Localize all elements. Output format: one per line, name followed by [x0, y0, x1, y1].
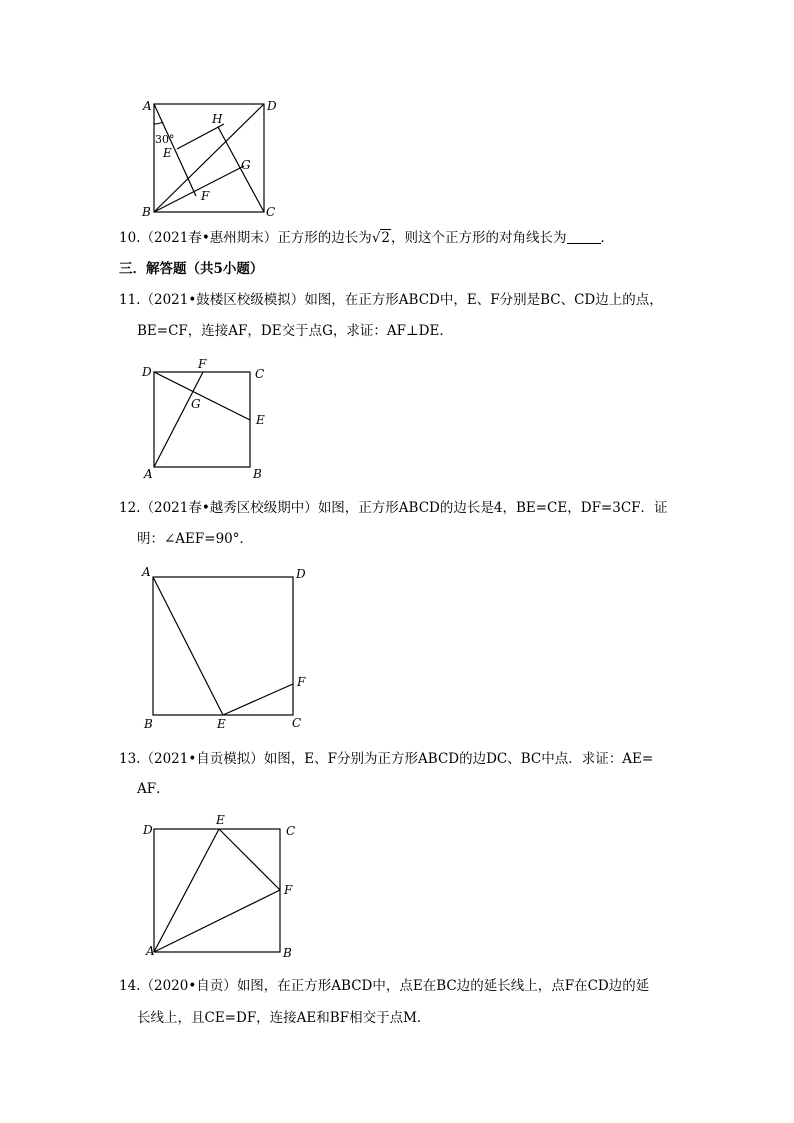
fig11-label-a: A	[144, 467, 153, 481]
fig9-label-c: C	[266, 205, 276, 219]
fig9-label-b: B	[142, 205, 151, 219]
fig11-label-e: E	[256, 413, 265, 427]
q11-line1: 如图，在正方形ABCD中，E、F分别是BC、CD边上的点，	[304, 292, 663, 308]
fig13-label-b: B	[283, 946, 292, 960]
fig13-square	[154, 829, 280, 952]
fig9-label-f: F	[201, 189, 210, 203]
fig12-label-b: B	[144, 717, 153, 731]
q13-source: （2021•自贡模拟）	[140, 751, 264, 767]
q13-number: 13.	[119, 751, 141, 767]
fig11-label-g: G	[191, 397, 201, 411]
q13-line1: 如图，E、F分别为正方形ABCD的边DC、BC中点．求证：AE=	[263, 751, 654, 767]
fig12-label-a: A	[142, 565, 151, 579]
fig9-label-h: H	[212, 112, 223, 126]
question-12-line2: 明：∠AEF=90°．	[137, 531, 254, 547]
q12-line1: 如图，正方形ABCD的边长是4，BE=CE，DF=3CF．证	[317, 500, 668, 516]
question-11-line2: BE=CF，连接AF，DE交于点G，求证：AF⊥DE．	[137, 323, 453, 339]
fig9-label-angle: 30°	[155, 133, 175, 146]
fig11-label-c: C	[255, 367, 265, 381]
question-13-line2: AF．	[137, 781, 170, 797]
q11-number: 11.	[119, 292, 141, 308]
question-14-line1	[119, 976, 649, 996]
fig11-label-f: F	[198, 357, 207, 371]
q14-source: （2020•自贡）	[140, 978, 237, 994]
q10-radicand: 2	[381, 230, 391, 246]
fig13-label-e: E	[216, 813, 225, 827]
q14-line1: 如图，在正方形ABCD中，点E在BC边的延长线上，点F在CD边的延	[236, 978, 650, 994]
fig9-label-g: G	[241, 158, 251, 172]
fig9-label-d: D	[267, 99, 277, 113]
section-3-title: 三．解答题（共5小题）	[119, 261, 264, 277]
fig13-label-d: D	[143, 823, 153, 837]
q11-source: （2021•鼓楼区校级模拟）	[140, 292, 305, 308]
fig13-line-af	[154, 890, 280, 952]
q12-source: （2021春•越秀区校级期中）	[140, 500, 318, 516]
question-14-line2: 长线上，且CE=DF，连接AE和BF相交于点M．	[137, 1010, 431, 1026]
q12-number: 12.	[119, 500, 141, 516]
fig12-label-c: C	[292, 716, 302, 730]
fig13-label-a: A	[146, 944, 155, 958]
fig9-label-e: E	[163, 146, 172, 160]
q10-number: 10.	[119, 230, 141, 246]
fig13-label-c: C	[286, 824, 296, 838]
fig13-line-ae	[154, 829, 219, 952]
q10-text-c: ．	[600, 230, 615, 246]
fig12-label-e: E	[217, 717, 226, 731]
q10-text-b: ，则这个正方形的对角线长为	[391, 230, 567, 246]
q14-number: 14.	[119, 978, 141, 994]
fig12-label-d: D	[296, 567, 306, 581]
fig11-label-d: D	[142, 365, 152, 379]
fig11-label-b: B	[253, 467, 262, 481]
fig9-label-a: A	[143, 99, 152, 113]
q10-sqrt: √2	[371, 230, 391, 246]
fig12-label-f: F	[297, 675, 306, 689]
q10-source: （2021春•惠州期末）	[140, 230, 278, 246]
fig13-label-f: F	[284, 883, 293, 897]
fig13-line-ef	[219, 829, 280, 890]
q10-text-a: 正方形的边长为	[277, 230, 372, 246]
